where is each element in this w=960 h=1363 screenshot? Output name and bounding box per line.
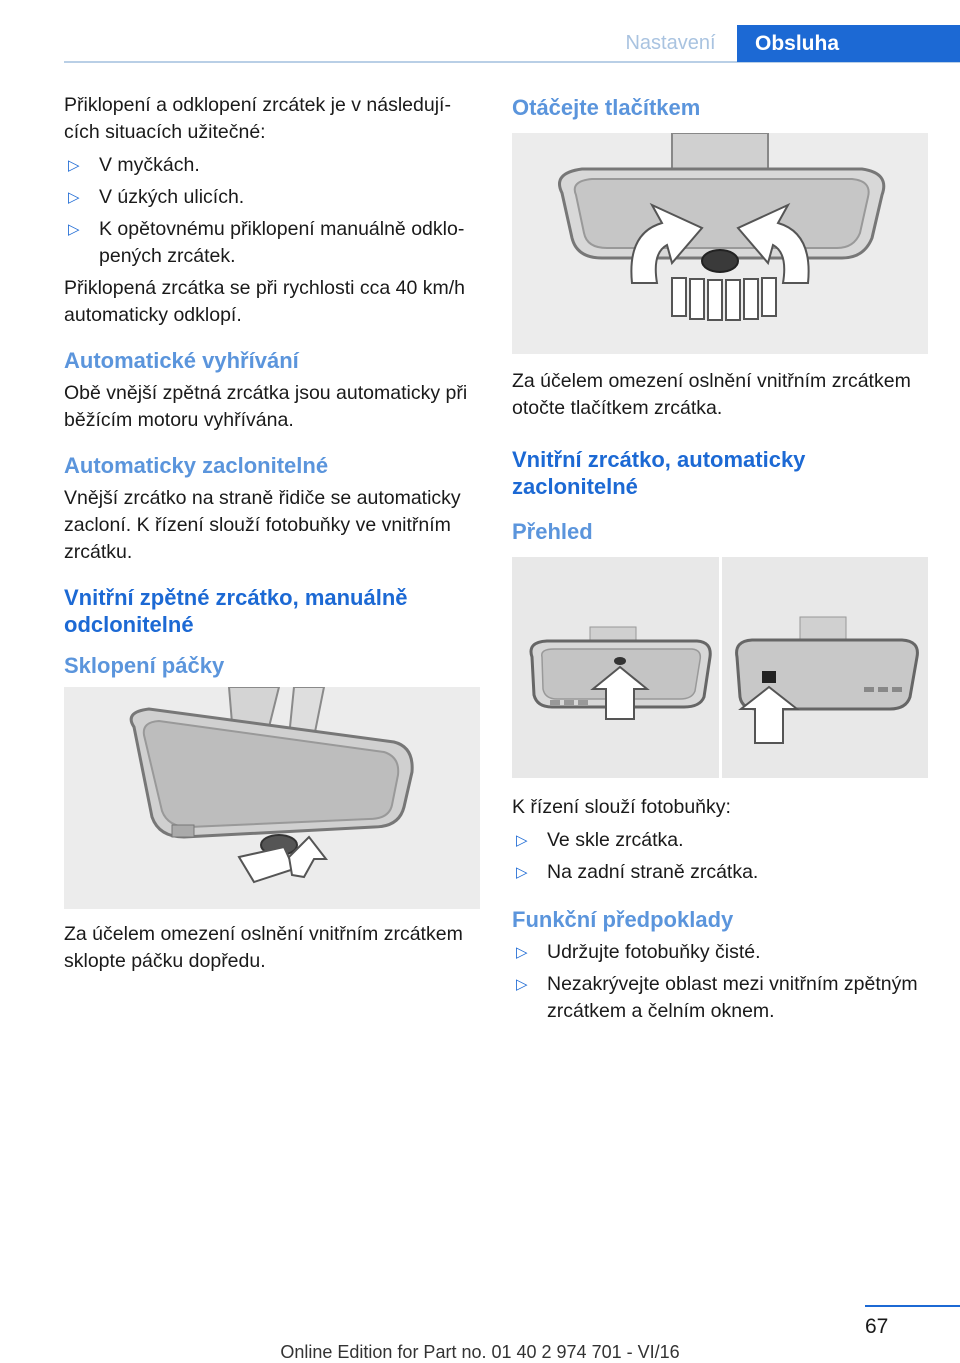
left-column xyxy=(64,92,480,981)
heating-heading: Automatické vyhřívání xyxy=(64,348,299,373)
requirements-list xyxy=(512,939,928,1025)
mirror-lever-illustration xyxy=(64,687,480,909)
triangle-bullet-icon: ▷ xyxy=(516,944,528,961)
button-caption: Za účelem omezení oslnění vnitřním zrcátkem otočte tlačítkem zrcátka. xyxy=(512,370,911,419)
list-item: ▷ Nezakrývejte oblast mezi vnitřním zpětným zrcátkem a čelním oknem. xyxy=(516,973,918,1022)
triangle-bullet-icon: ▷ xyxy=(68,157,80,174)
overview-heading: Přehled xyxy=(512,519,593,544)
heating-text: Obě vnější zpětná zrcátka jsou automaticky při běžícím motoru vyhřívána. xyxy=(64,382,468,431)
edition-footer: Online Edition for Part no. 01 40 2 974 701 - VI/16 xyxy=(280,1342,680,1362)
requirements-heading: Funkční předpoklady xyxy=(512,907,734,932)
rotary-button-figure xyxy=(512,133,928,354)
chapter-tab[interactable]: Obsluha xyxy=(737,25,960,62)
footer-rule xyxy=(865,1305,960,1307)
triangle-bullet-icon: ▷ xyxy=(516,976,528,993)
section-tab[interactable]: Nastavení xyxy=(625,32,716,54)
list-item: ▷ V myčkách. xyxy=(64,152,480,179)
auto-dimming-heading: Vnitřní zrcátko, automaticky zaclonitelné xyxy=(512,447,806,499)
lever-caption: Za účelem omezení oslnění vnitřním zrcátkem sklopte páčku dopředu. xyxy=(64,923,463,972)
manual-dimming-heading: Vnitřní zpětné zrcátko, manuálně odclonitelné xyxy=(64,585,408,637)
photocell-illustration xyxy=(512,557,928,778)
lever-heading: Sklopení páčky xyxy=(64,653,225,678)
triangle-bullet-icon: ▷ xyxy=(516,864,528,881)
page-number: 67 xyxy=(865,1315,889,1338)
photocell-list xyxy=(512,827,928,886)
list-item: ▷ V úzkých ulicích. xyxy=(64,184,480,211)
dimming-text: Vnější zrcátko na straně řidiče se automaticky zacloní. K řízení slouží fotobuňky ve vnitřním zrcátku. xyxy=(64,487,461,563)
situations-list xyxy=(64,152,480,270)
mirror-button-illustration xyxy=(512,133,928,354)
list-item: ▷ Ve skle zrcátka. xyxy=(512,827,928,854)
list-item: ▷ Udržujte fotobuňky čisté. xyxy=(512,939,928,966)
list-item: ▷ Na zadní straně zrcátka. xyxy=(512,859,928,886)
triangle-bullet-icon: ▷ xyxy=(68,221,80,238)
intro-paragraph: Přiklopení a odklopení zrcátek je v následujících situacích užitečné: xyxy=(64,94,451,143)
triangle-bullet-icon: ▷ xyxy=(516,832,528,849)
list-item: ▷ K opětovnému přiklopení manuálně odklopených zrcátek. xyxy=(68,218,465,267)
photocell-overview-figure xyxy=(512,557,928,778)
right-column xyxy=(512,92,928,1030)
dimming-heading: Automaticky zaclonitelné xyxy=(64,453,329,478)
triangle-bullet-icon: ▷ xyxy=(68,189,80,206)
speed-note: Přiklopená zrcátka se při rychlosti cca 40 km/h automaticky odklopí. xyxy=(64,277,465,326)
button-heading: Otáčejte tlačítkem xyxy=(512,95,701,120)
photocell-intro: K řízení slouží fotobuňky: xyxy=(512,796,731,818)
lever-mirror-figure xyxy=(64,687,480,909)
